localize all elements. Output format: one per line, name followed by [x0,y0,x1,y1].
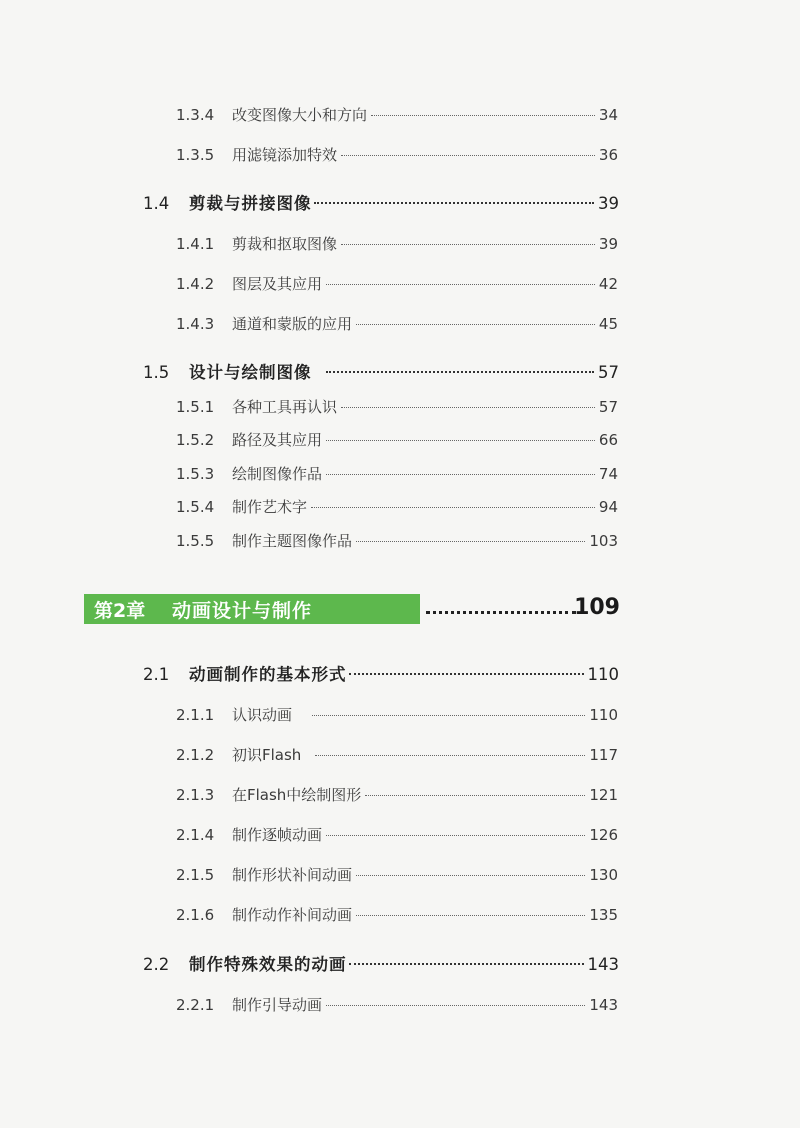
entry-title: 认识动画 [232,706,293,724]
section-number: 2.1 [143,665,170,684]
entry-page: 42 [598,275,618,293]
entry-page: 110 [589,706,618,724]
chapter-number: 第2章 [94,599,146,622]
entry-title: 制作动作补间动画 [232,906,353,924]
leader-dots [314,202,595,204]
section-title: 制作特殊效果的动画 [189,955,347,974]
entry-number: 1.3.4 [176,106,215,124]
entry-number: 1.4.1 [176,235,215,253]
leader-dots [315,755,585,756]
entry-title: 绘制图像作品 [232,465,323,483]
leader-dots [426,611,576,614]
section-page: 143 [587,955,619,974]
entry-page: 103 [589,532,618,550]
entry-title: 制作逐帧动画 [232,826,323,844]
entry-title: 剪裁和抠取图像 [232,235,338,253]
entry-number: 2.1.2 [176,746,215,764]
toc-section [143,190,619,214]
leader-dots [349,963,584,965]
section-page: 39 [598,194,619,213]
entry-number: 2.1.6 [176,906,215,924]
toc-entry [176,496,618,517]
entry-page: 74 [598,465,618,483]
leader-dots [341,155,595,156]
toc-entry [176,744,618,765]
toc-entry [176,144,618,165]
toc-entry [176,104,618,125]
leader-dots [326,371,595,373]
leader-dots [311,507,595,508]
section-title: 动画制作的基本形式 [189,665,347,684]
entry-number: 1.5.1 [176,398,215,416]
entry-number: 1.5.5 [176,532,215,550]
leader-dots [365,795,585,796]
toc-entry [176,313,618,334]
entry-title: 制作艺术字 [232,498,308,516]
toc-section [143,951,619,975]
leader-dots [356,875,585,876]
leader-dots [326,835,585,836]
toc-section [143,661,619,685]
entry-page: 34 [598,106,618,124]
leader-dots [356,324,595,325]
toc-entry [176,994,618,1015]
entry-title: 改变图像大小和方向 [232,106,368,124]
entry-title: 制作形状补间动画 [232,866,353,884]
entry-title: 各种工具再认识 [232,398,338,416]
entry-number: 1.5.2 [176,431,215,449]
entry-page: 143 [589,996,618,1014]
leader-dots [341,244,595,245]
entry-title: 路径及其应用 [232,431,323,449]
leader-dots [349,673,584,675]
entry-title: 制作引导动画 [232,996,323,1014]
toc-entry [176,704,618,725]
toc-entry [176,864,618,885]
entry-number: 2.1.3 [176,786,215,804]
toc-section [143,359,619,383]
toc-entry [176,429,618,450]
entry-number: 1.3.5 [176,146,215,164]
leader-dots [326,284,595,285]
section-page: 110 [587,665,619,684]
entry-number: 1.5.3 [176,465,215,483]
entry-page: 39 [598,235,618,253]
chapter-title: 动画设计与制作 [172,599,313,622]
entry-page: 36 [598,146,618,164]
toc-entry [176,530,618,551]
leader-dots [341,407,595,408]
toc-entry [176,273,618,294]
entry-title: 图层及其应用 [232,275,323,293]
section-number: 1.5 [143,363,170,382]
toc-entry [176,824,618,845]
entry-page: 57 [598,398,618,416]
leader-dots [326,474,595,475]
chapter-band [84,594,420,624]
leader-dots [356,541,585,542]
leader-dots [356,915,585,916]
chapter-page: 109 [574,595,620,620]
entry-number: 1.4.2 [176,275,215,293]
entry-page: 130 [589,866,618,884]
entry-number: 2.1.4 [176,826,215,844]
toc-entry [176,233,618,254]
entry-title: 通道和蒙版的应用 [232,315,353,333]
section-number: 1.4 [143,194,170,213]
entry-number: 2.2.1 [176,996,215,1014]
toc-entry [176,396,618,417]
entry-page: 126 [589,826,618,844]
toc-entry [176,904,618,925]
toc-entry [176,784,618,805]
entry-title: 初识Flash [232,746,302,764]
entry-number: 2.1.5 [176,866,215,884]
entry-number: 1.4.3 [176,315,215,333]
entry-page: 135 [589,906,618,924]
entry-title: 用滤镜添加特效 [232,146,338,164]
entry-page: 121 [589,786,618,804]
entry-page: 94 [598,498,618,516]
entry-page: 117 [589,746,618,764]
entry-title: 制作主题图像作品 [232,532,353,550]
entry-page: 45 [598,315,618,333]
leader-dots [326,1005,585,1006]
section-page: 57 [598,363,619,382]
entry-number: 2.1.1 [176,706,215,724]
section-number: 2.2 [143,955,170,974]
leader-dots [371,115,595,116]
entry-title: 在Flash中绘制图形 [232,786,362,804]
leader-dots [312,715,585,716]
section-title: 剪裁与拼接图像 [189,194,312,213]
entry-number: 1.5.4 [176,498,215,516]
entry-page: 66 [598,431,618,449]
toc-entry [176,463,618,484]
section-title: 设计与绘制图像 [189,363,312,382]
leader-dots [326,440,595,441]
chapter-heading [84,594,620,626]
